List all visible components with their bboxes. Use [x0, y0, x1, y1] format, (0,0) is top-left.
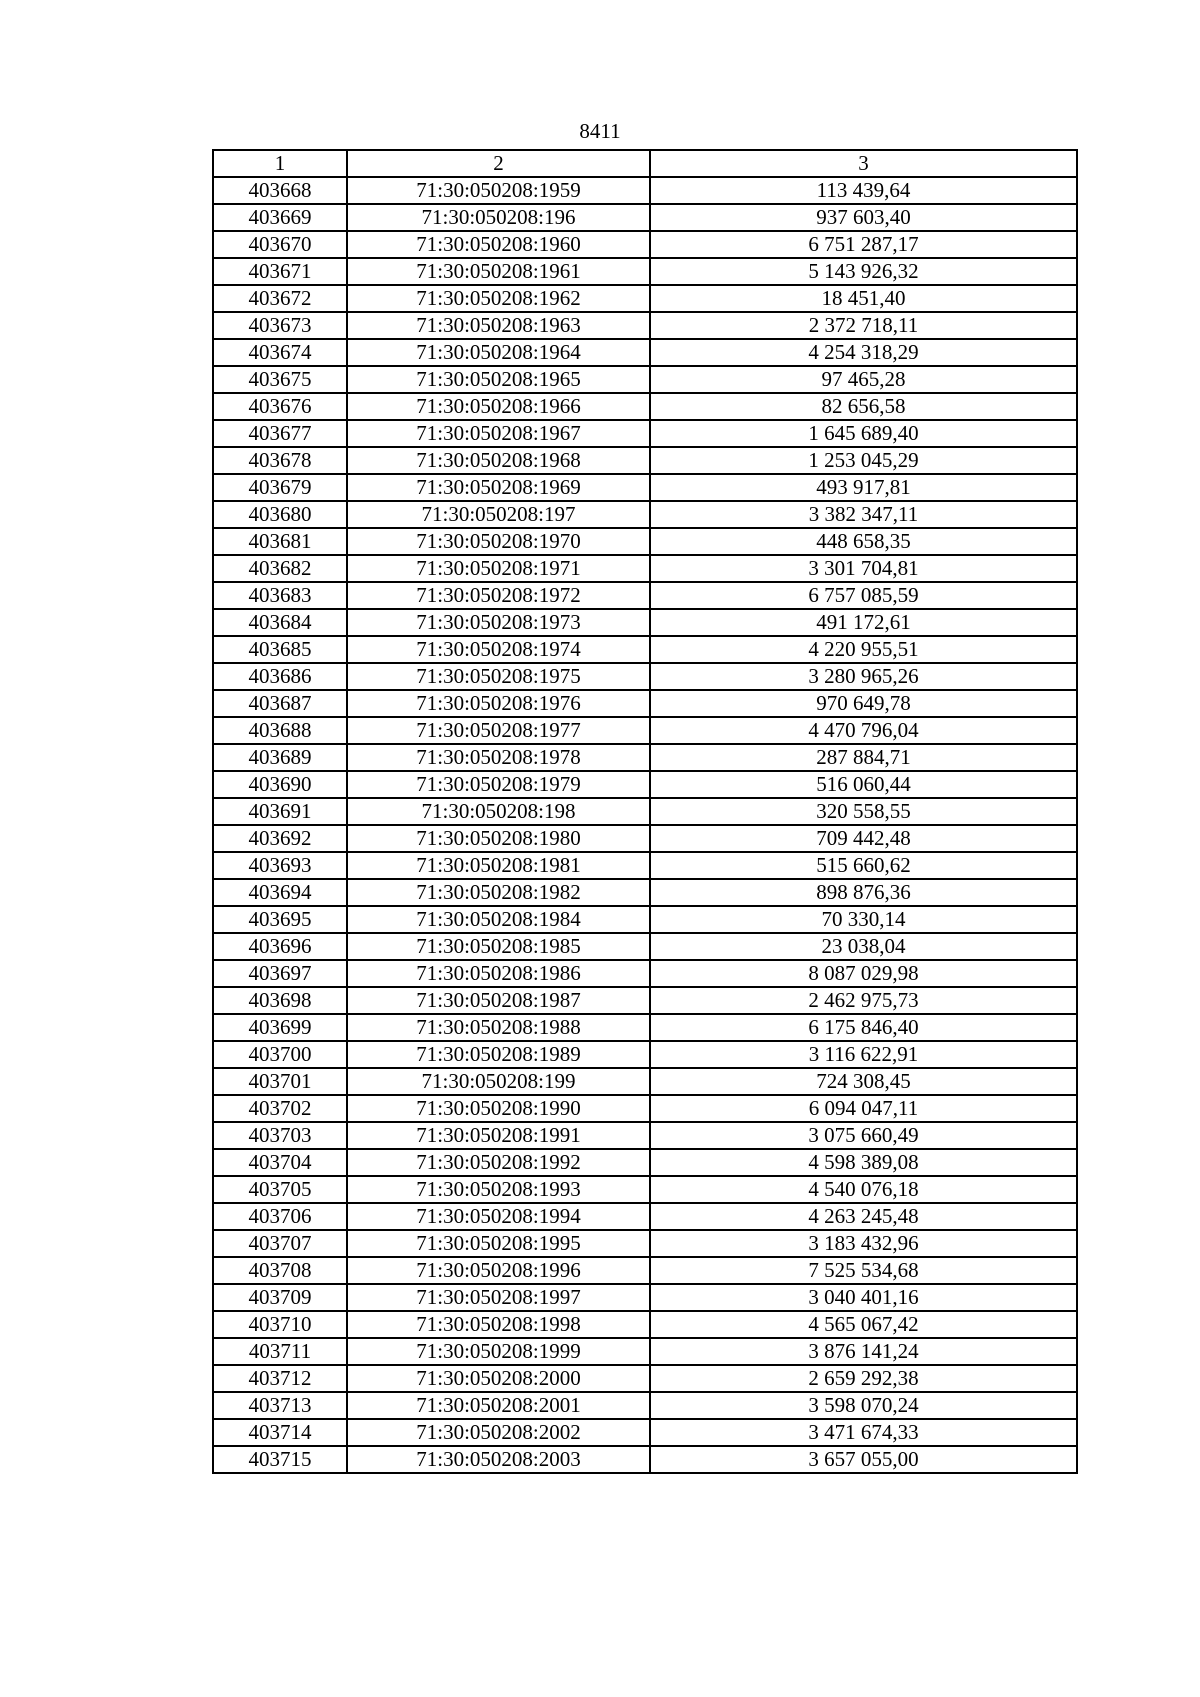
- cadastral-number-cell: 71:30:050208:2002: [347, 1419, 650, 1446]
- row-number-cell: 403690: [213, 771, 347, 798]
- cadastral-number-cell: 71:30:050208:1960: [347, 231, 650, 258]
- cadastral-number-cell: 71:30:050208:199: [347, 1068, 650, 1095]
- row-number-cell: 403669: [213, 204, 347, 231]
- table-row: [213, 636, 1077, 663]
- page-number: 8411: [579, 119, 621, 143]
- value-cell: 493 917,81: [650, 474, 1077, 501]
- row-number-cell: 403707: [213, 1230, 347, 1257]
- cadastral-number-cell: 71:30:050208:1992: [347, 1149, 650, 1176]
- cadastral-number-cell: 71:30:050208:196: [347, 204, 650, 231]
- row-number-cell: 403672: [213, 285, 347, 312]
- value-cell: 3 075 660,49: [650, 1122, 1077, 1149]
- cadastral-number-cell: 71:30:050208:1993: [347, 1176, 650, 1203]
- value-cell: 70 330,14: [650, 906, 1077, 933]
- row-number-cell: 403714: [213, 1419, 347, 1446]
- row-number-cell: 403709: [213, 1284, 347, 1311]
- value-cell: 970 649,78: [650, 690, 1077, 717]
- value-cell: 3 876 141,24: [650, 1338, 1077, 1365]
- row-number-cell: 403701: [213, 1068, 347, 1095]
- table-row: [213, 204, 1077, 231]
- table-row: [213, 1284, 1077, 1311]
- row-number-cell: 403687: [213, 690, 347, 717]
- row-number-cell: 403670: [213, 231, 347, 258]
- cadastral-number-cell: 71:30:050208:1984: [347, 906, 650, 933]
- cadastral-number-cell: 71:30:050208:1999: [347, 1338, 650, 1365]
- cadastral-number-cell: 71:30:050208:1991: [347, 1122, 650, 1149]
- row-number-cell: 403677: [213, 420, 347, 447]
- table-row: [213, 1392, 1077, 1419]
- value-cell: 3 471 674,33: [650, 1419, 1077, 1446]
- table-row: [213, 1176, 1077, 1203]
- row-number-cell: 403712: [213, 1365, 347, 1392]
- table-row: [213, 366, 1077, 393]
- row-number-cell: 403705: [213, 1176, 347, 1203]
- table-row: [213, 231, 1077, 258]
- value-cell: 4 470 796,04: [650, 717, 1077, 744]
- row-number-cell: 403673: [213, 312, 347, 339]
- value-cell: 3 301 704,81: [650, 555, 1077, 582]
- row-number-cell: 403674: [213, 339, 347, 366]
- table-row: [213, 609, 1077, 636]
- row-number-cell: 403678: [213, 447, 347, 474]
- value-cell: 3 040 401,16: [650, 1284, 1077, 1311]
- value-cell: 516 060,44: [650, 771, 1077, 798]
- cadastral-number-cell: 71:30:050208:1980: [347, 825, 650, 852]
- row-number-cell: 403668: [213, 177, 347, 204]
- table-row: [213, 1068, 1077, 1095]
- table-row: [213, 852, 1077, 879]
- cadastral-number-cell: 71:30:050208:1969: [347, 474, 650, 501]
- cadastral-number-cell: 71:30:050208:1967: [347, 420, 650, 447]
- table-row: [213, 744, 1077, 771]
- cadastral-number-cell: 71:30:050208:1974: [347, 636, 650, 663]
- cadastral-number-cell: 71:30:050208:1985: [347, 933, 650, 960]
- cadastral-number-cell: 71:30:050208:1962: [347, 285, 650, 312]
- cadastral-number-cell: 71:30:050208:1982: [347, 879, 650, 906]
- value-cell: 4 565 067,42: [650, 1311, 1077, 1338]
- row-number-cell: 403686: [213, 663, 347, 690]
- cadastral-number-cell: 71:30:050208:1959: [347, 177, 650, 204]
- row-number-cell: 403695: [213, 906, 347, 933]
- cadastral-number-cell: 71:30:050208:1973: [347, 609, 650, 636]
- cadastral-number-cell: 71:30:050208:1965: [347, 366, 650, 393]
- table-row: [213, 771, 1077, 798]
- row-number-cell: 403710: [213, 1311, 347, 1338]
- row-number-cell: 403711: [213, 1338, 347, 1365]
- table-row: [213, 1311, 1077, 1338]
- value-cell: 2 659 292,38: [650, 1365, 1077, 1392]
- value-cell: 2 372 718,11: [650, 312, 1077, 339]
- row-number-cell: 403693: [213, 852, 347, 879]
- value-cell: 5 143 926,32: [650, 258, 1077, 285]
- table-row: [213, 528, 1077, 555]
- row-number-cell: 403675: [213, 366, 347, 393]
- table-header-row: [213, 150, 1077, 177]
- value-cell: 6 757 085,59: [650, 582, 1077, 609]
- table-row: [213, 1257, 1077, 1284]
- value-cell: 515 660,62: [650, 852, 1077, 879]
- cadastral-number-cell: 71:30:050208:1966: [347, 393, 650, 420]
- row-number-cell: 403688: [213, 717, 347, 744]
- row-number-cell: 403679: [213, 474, 347, 501]
- value-cell: 287 884,71: [650, 744, 1077, 771]
- table-row: [213, 1419, 1077, 1446]
- table-row: [213, 312, 1077, 339]
- cadastral-number-cell: 71:30:050208:1972: [347, 582, 650, 609]
- table-row: [213, 1095, 1077, 1122]
- cadastral-number-cell: 71:30:050208:1995: [347, 1230, 650, 1257]
- value-cell: 898 876,36: [650, 879, 1077, 906]
- cadastral-number-cell: 71:30:050208:1979: [347, 771, 650, 798]
- table-row: [213, 1365, 1077, 1392]
- table-row: [213, 1122, 1077, 1149]
- row-number-cell: 403685: [213, 636, 347, 663]
- value-cell: 6 751 287,17: [650, 231, 1077, 258]
- value-cell: 6 094 047,11: [650, 1095, 1077, 1122]
- value-cell: 4 263 245,48: [650, 1203, 1077, 1230]
- table-row: [213, 555, 1077, 582]
- value-cell: 448 658,35: [650, 528, 1077, 555]
- cadastral-number-cell: 71:30:050208:1987: [347, 987, 650, 1014]
- row-number-cell: 403713: [213, 1392, 347, 1419]
- table-row: [213, 825, 1077, 852]
- value-cell: 724 308,45: [650, 1068, 1077, 1095]
- cadastral-number-cell: 71:30:050208:1989: [347, 1041, 650, 1068]
- column-header-3: 3: [650, 150, 1077, 177]
- cadastral-number-cell: 71:30:050208:1971: [347, 555, 650, 582]
- cadastral-number-cell: 71:30:050208:1963: [347, 312, 650, 339]
- table-row: [213, 879, 1077, 906]
- table-row: [213, 960, 1077, 987]
- value-cell: 709 442,48: [650, 825, 1077, 852]
- row-number-cell: 403694: [213, 879, 347, 906]
- cadastral-number-cell: 71:30:050208:2003: [347, 1446, 650, 1473]
- cadastral-number-cell: 71:30:050208:1986: [347, 960, 650, 987]
- row-number-cell: 403704: [213, 1149, 347, 1176]
- row-number-cell: 403676: [213, 393, 347, 420]
- table-row: [213, 933, 1077, 960]
- table-row: [213, 1230, 1077, 1257]
- table-row: [213, 663, 1077, 690]
- value-cell: 3 382 347,11: [650, 501, 1077, 528]
- cadastral-number-cell: 71:30:050208:1998: [347, 1311, 650, 1338]
- table-row: [213, 690, 1077, 717]
- cadastral-number-cell: 71:30:050208:198: [347, 798, 650, 825]
- value-cell: 937 603,40: [650, 204, 1077, 231]
- value-cell: 23 038,04: [650, 933, 1077, 960]
- row-number-cell: 403682: [213, 555, 347, 582]
- table-row: [213, 339, 1077, 366]
- cadastral-number-cell: 71:30:050208:1994: [347, 1203, 650, 1230]
- value-cell: 2 462 975,73: [650, 987, 1077, 1014]
- value-cell: 97 465,28: [650, 366, 1077, 393]
- table-row: [213, 420, 1077, 447]
- table-row: [213, 474, 1077, 501]
- value-cell: 1 253 045,29: [650, 447, 1077, 474]
- row-number-cell: 403683: [213, 582, 347, 609]
- value-cell: 18 451,40: [650, 285, 1077, 312]
- cadastral-number-cell: 71:30:050208:2001: [347, 1392, 650, 1419]
- row-number-cell: 403706: [213, 1203, 347, 1230]
- table-row: [213, 177, 1077, 204]
- value-cell: 3 183 432,96: [650, 1230, 1077, 1257]
- table-row: [213, 501, 1077, 528]
- row-number-cell: 403703: [213, 1122, 347, 1149]
- cadastral-number-cell: 71:30:050208:197: [347, 501, 650, 528]
- cadastral-number-cell: 71:30:050208:1976: [347, 690, 650, 717]
- row-number-cell: 403671: [213, 258, 347, 285]
- cadastral-number-cell: 71:30:050208:1996: [347, 1257, 650, 1284]
- row-number-cell: 403702: [213, 1095, 347, 1122]
- row-number-cell: 403699: [213, 1014, 347, 1041]
- table-row: [213, 1446, 1077, 1473]
- cadastral-number-cell: 71:30:050208:1970: [347, 528, 650, 555]
- value-cell: 7 525 534,68: [650, 1257, 1077, 1284]
- row-number-cell: 403698: [213, 987, 347, 1014]
- table-row: [213, 285, 1077, 312]
- register-table: [212, 149, 1078, 1474]
- value-cell: 3 657 055,00: [650, 1446, 1077, 1473]
- value-cell: 4 598 389,08: [650, 1149, 1077, 1176]
- row-number-cell: 403681: [213, 528, 347, 555]
- row-number-cell: 403697: [213, 960, 347, 987]
- table-row: [213, 1338, 1077, 1365]
- cadastral-number-cell: 71:30:050208:2000: [347, 1365, 650, 1392]
- table-row: [213, 393, 1077, 420]
- value-cell: 3 598 070,24: [650, 1392, 1077, 1419]
- table-body: [213, 177, 1077, 1473]
- value-cell: 8 087 029,98: [650, 960, 1077, 987]
- table-row: [213, 717, 1077, 744]
- table-row: [213, 1014, 1077, 1041]
- value-cell: 4 540 076,18: [650, 1176, 1077, 1203]
- value-cell: 3 280 965,26: [650, 663, 1077, 690]
- column-header-2: 2: [347, 150, 650, 177]
- table-row: [213, 987, 1077, 1014]
- row-number-cell: 403692: [213, 825, 347, 852]
- value-cell: 113 439,64: [650, 177, 1077, 204]
- table-row: [213, 447, 1077, 474]
- cadastral-number-cell: 71:30:050208:1968: [347, 447, 650, 474]
- cadastral-number-cell: 71:30:050208:1981: [347, 852, 650, 879]
- table-row: [213, 906, 1077, 933]
- cadastral-number-cell: 71:30:050208:1961: [347, 258, 650, 285]
- cadastral-number-cell: 71:30:050208:1975: [347, 663, 650, 690]
- value-cell: 4 220 955,51: [650, 636, 1077, 663]
- row-number-cell: 403715: [213, 1446, 347, 1473]
- table-row: [213, 1203, 1077, 1230]
- row-number-cell: 403684: [213, 609, 347, 636]
- table-row: [213, 798, 1077, 825]
- row-number-cell: 403708: [213, 1257, 347, 1284]
- column-header-1: 1: [213, 150, 347, 177]
- value-cell: 6 175 846,40: [650, 1014, 1077, 1041]
- row-number-cell: 403680: [213, 501, 347, 528]
- value-cell: 491 172,61: [650, 609, 1077, 636]
- cadastral-number-cell: 71:30:050208:1978: [347, 744, 650, 771]
- cadastral-number-cell: 71:30:050208:1990: [347, 1095, 650, 1122]
- cadastral-number-cell: 71:30:050208:1977: [347, 717, 650, 744]
- value-cell: 1 645 689,40: [650, 420, 1077, 447]
- value-cell: 320 558,55: [650, 798, 1077, 825]
- value-cell: 82 656,58: [650, 393, 1077, 420]
- value-cell: 3 116 622,91: [650, 1041, 1077, 1068]
- row-number-cell: 403700: [213, 1041, 347, 1068]
- cadastral-number-cell: 71:30:050208:1964: [347, 339, 650, 366]
- table-row: [213, 582, 1077, 609]
- row-number-cell: 403689: [213, 744, 347, 771]
- cadastral-number-cell: 71:30:050208:1988: [347, 1014, 650, 1041]
- table-row: [213, 258, 1077, 285]
- row-number-cell: 403691: [213, 798, 347, 825]
- table-row: [213, 1149, 1077, 1176]
- cadastral-number-cell: 71:30:050208:1997: [347, 1284, 650, 1311]
- value-cell: 4 254 318,29: [650, 339, 1077, 366]
- table-row: [213, 1041, 1077, 1068]
- row-number-cell: 403696: [213, 933, 347, 960]
